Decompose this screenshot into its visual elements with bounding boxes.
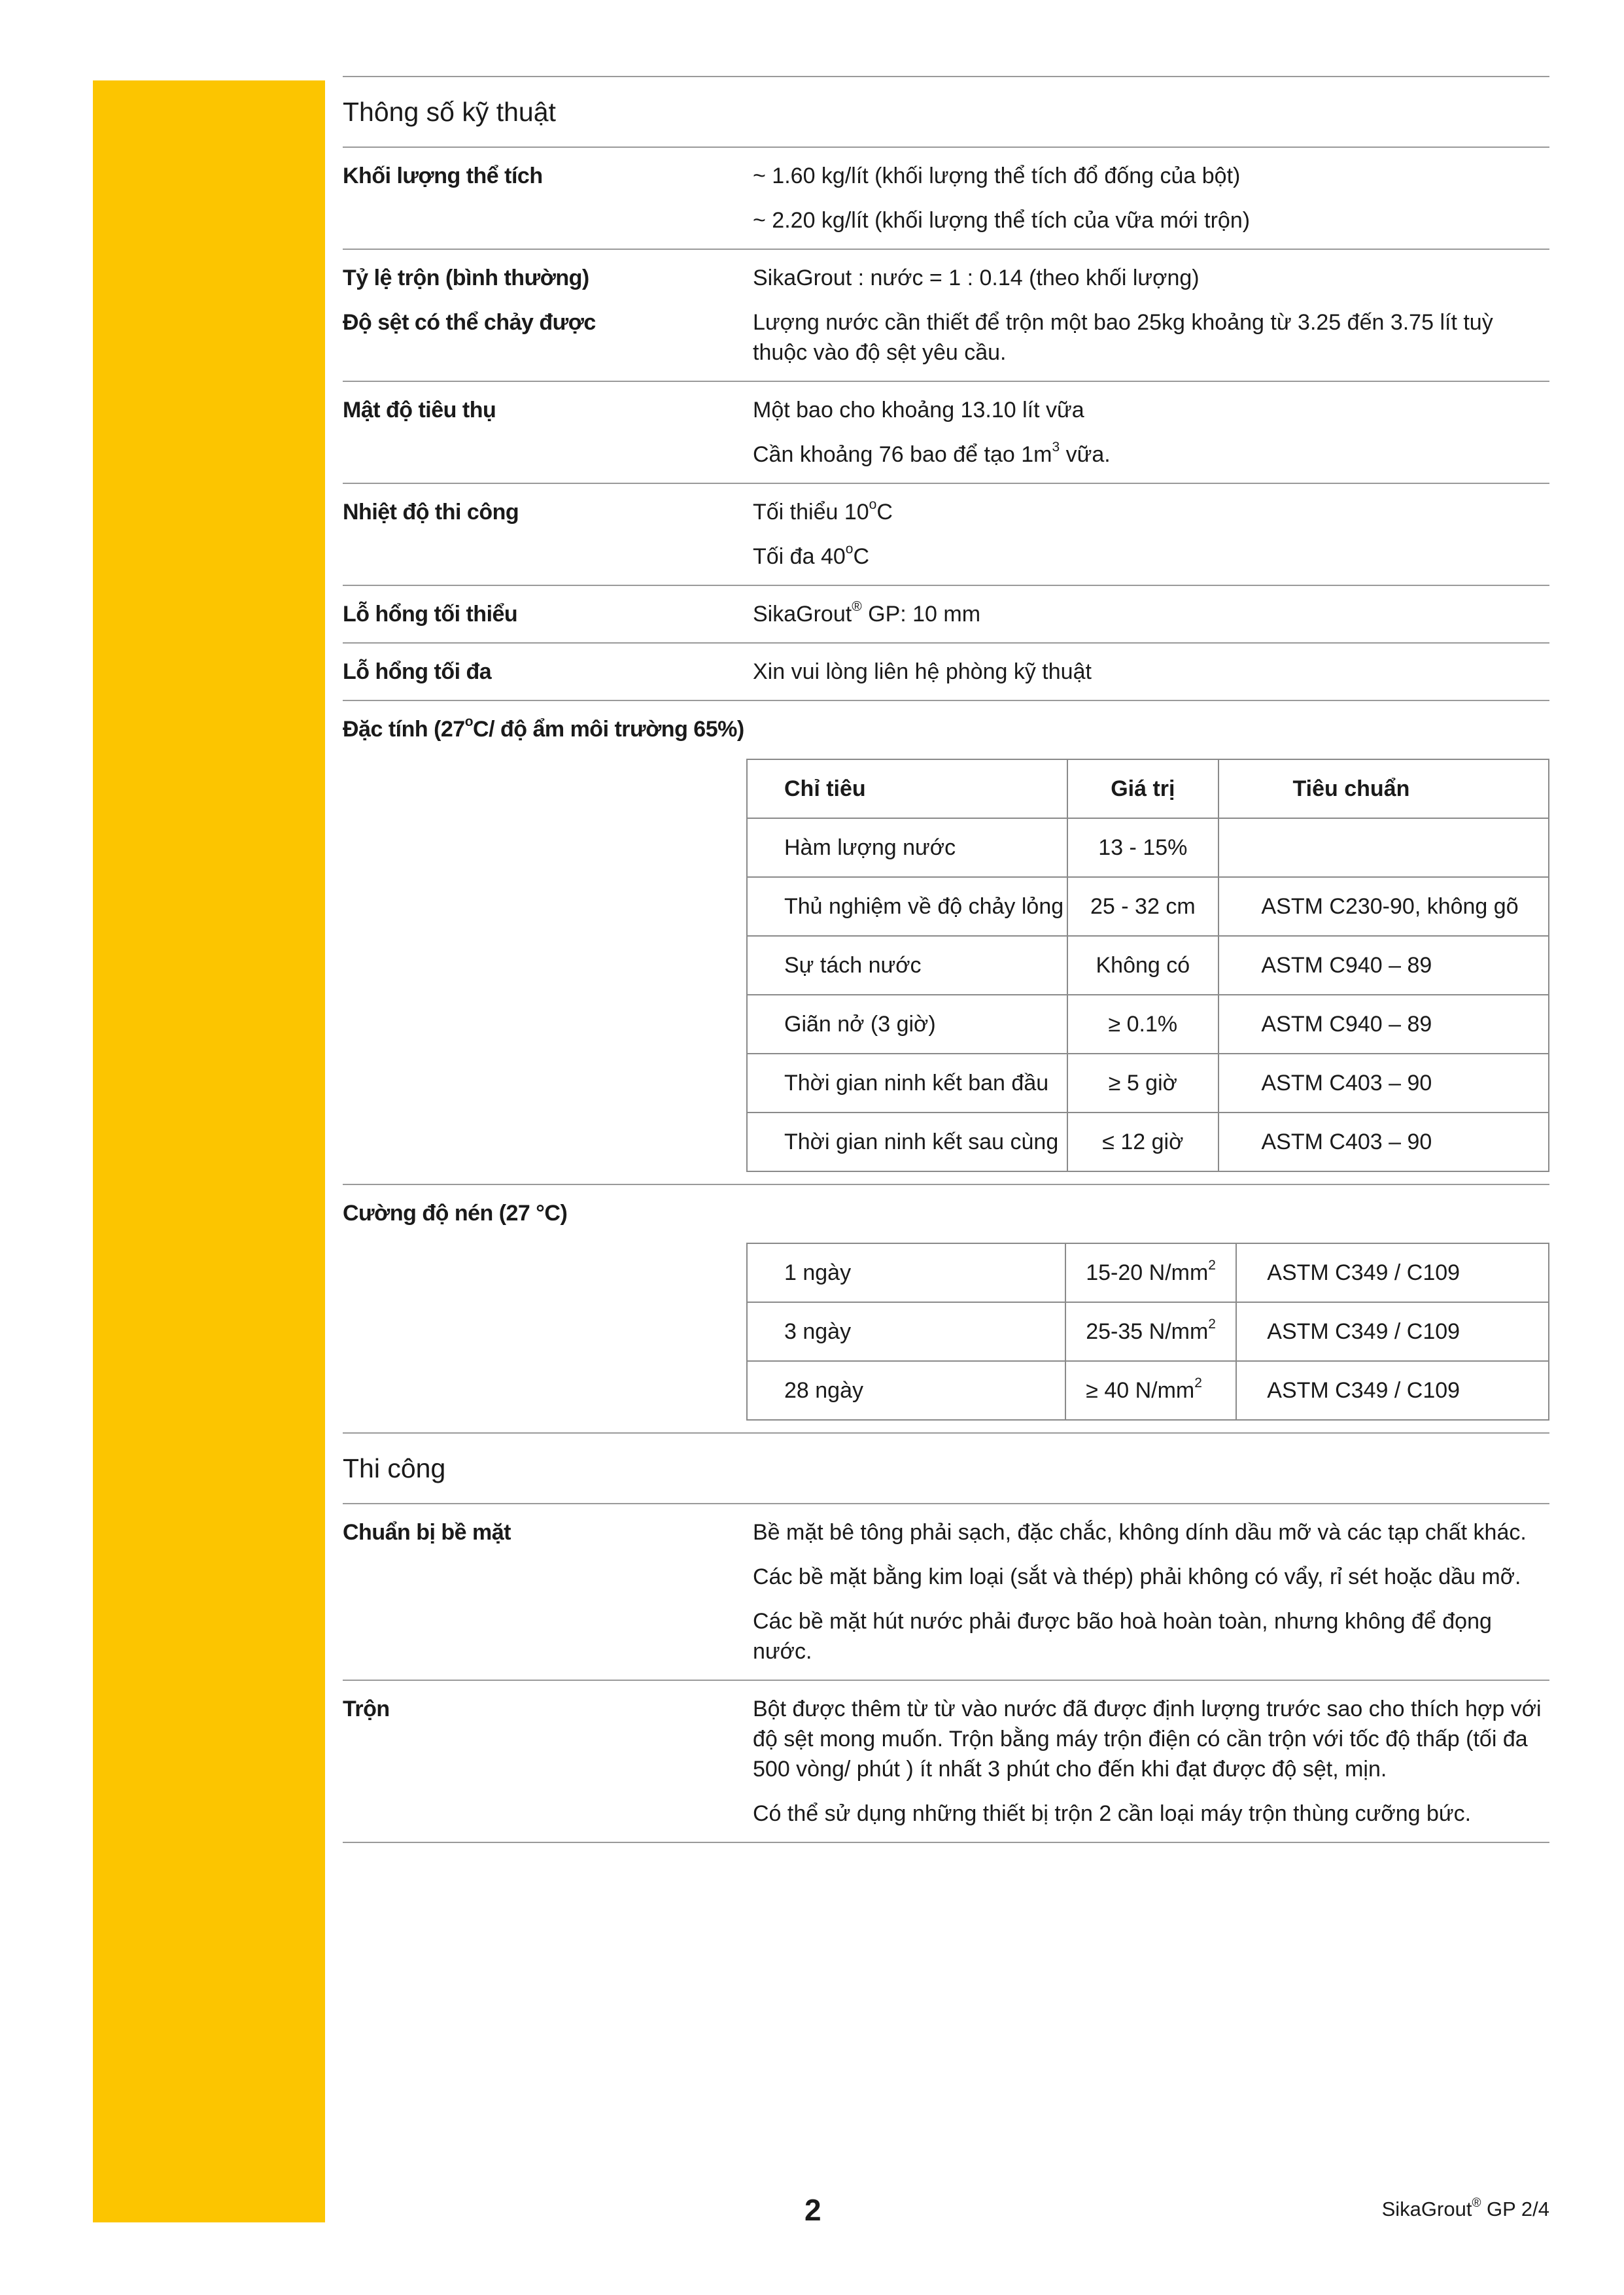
table-cell: ASTM C403 – 90 xyxy=(1218,1113,1549,1171)
table-header-row xyxy=(747,759,1549,818)
table-cell: Thủ nghiệm về độ chảy lỏng xyxy=(747,877,1067,936)
table-row xyxy=(747,1054,1549,1113)
spec-label: Chuẩn bị bề mặt xyxy=(343,1520,511,1545)
table-cell: 1 ngày xyxy=(747,1243,1065,1302)
spec-value-line: Các bề mặt bằng kim loại (sắt và thép) phải không có vẩy, rỉ sét hoặc dầu mỡ. xyxy=(753,1564,1521,1589)
table-cell: ASTM C349 / C109 xyxy=(1236,1302,1549,1361)
table-cell: ASTM C940 – 89 xyxy=(1218,936,1549,995)
table-row xyxy=(747,995,1549,1054)
spec-row-consumption xyxy=(343,381,1549,483)
spec-value-line: Tối đa 40$^o$C xyxy=(753,542,870,569)
properties-table xyxy=(746,759,1549,1172)
table-header-cell: Giá trị xyxy=(1067,759,1218,818)
spec-value-mix-ratio: SikaGrout : nước = 1 : 0.14 (theo khối lượng) xyxy=(753,266,1200,290)
spec-value: Xin vui lòng liên hệ phòng kỹ thuật xyxy=(753,659,1092,684)
spec-label xyxy=(343,263,753,368)
spec-value-line: Có thể sử dụng những thiết bị trộn 2 cần loại máy trộn thùng cưỡng bức. xyxy=(753,1801,1472,1826)
spec-row-density xyxy=(343,147,1549,249)
table-cell: ≤ 12 giờ xyxy=(1067,1113,1218,1171)
spec-value xyxy=(753,161,1549,235)
table-cell: ≥ 5 giờ xyxy=(1067,1054,1218,1113)
spec-value xyxy=(753,497,1549,572)
table-header-cell: Tiêu chuẩn xyxy=(1218,759,1549,818)
table-row xyxy=(747,1302,1549,1361)
spec-label: Khối lượng thể tích xyxy=(343,164,543,188)
table-cell: 25-35 $N/mm^2$ xyxy=(1065,1302,1236,1361)
spec-value xyxy=(753,1517,1549,1666)
spec-label: Nhiệt độ thi công xyxy=(343,500,519,525)
table-row xyxy=(747,877,1549,936)
footer-product-label: SikaGrout® GP 2/4 xyxy=(1381,2196,1549,2220)
table-cell: Thời gian ninh kết sau cùng xyxy=(747,1113,1067,1171)
section-title-specs: Thông số kỹ thuật xyxy=(343,97,556,127)
table-cell: Giãn nở (3 giờ) xyxy=(747,995,1067,1054)
spec-row-surface xyxy=(343,1503,1549,1680)
table-cell: ASTM C940 – 89 xyxy=(1218,995,1549,1054)
table-cell: ASTM C349 / C109 xyxy=(1236,1243,1549,1302)
spec-value xyxy=(753,263,1549,368)
spec-value-line: Một bao cho khoảng 13.10 lít vữa xyxy=(753,398,1084,423)
table-cell: Không có xyxy=(1067,936,1218,995)
spec-value-flow: Lượng nước cần thiết để trộn một bao 25kg khoảng từ 3.25 đến 3.75 lít tuỳ thuộc vào độ sệt yêu cầu. xyxy=(753,310,1493,365)
spec-row-min-gap xyxy=(343,585,1549,642)
accent-sidebar-bar xyxy=(93,80,325,2222)
compressive-table xyxy=(746,1243,1549,1421)
spec-label-mix-ratio: Tỷ lệ trộn (bình thường) xyxy=(343,266,589,290)
table-row xyxy=(747,818,1549,877)
table-row xyxy=(747,936,1549,995)
spec-value xyxy=(753,1694,1549,1829)
spec-value: SikaGrout® GP: 10 mm xyxy=(753,599,981,627)
table-cell: 25 - 32 cm xyxy=(1067,877,1218,936)
table-cell: ≥ 40 $N/mm^2$ xyxy=(1065,1361,1236,1420)
properties-label: Đặc tính (27$^o$C/ độ ẩm môi trường 65%) xyxy=(343,700,1549,744)
spec-label: Lỗ hổng tối thiểu xyxy=(343,602,518,627)
spec-row-mix-flow xyxy=(343,249,1549,381)
table-cell: ASTM C403 – 90 xyxy=(1218,1054,1549,1113)
spec-value-line: Bề mặt bê tông phải sạch, đặc chắc, không dính dầu mỡ và các tạp chất khác. xyxy=(753,1520,1527,1545)
section-title-application: Thi công xyxy=(343,1453,446,1483)
spec-label: Trộn xyxy=(343,1697,390,1721)
table-header-cell: Chỉ tiêu xyxy=(747,759,1067,818)
spec-value-line: Bột được thêm từ từ vào nước đã được định lượng trước sao cho thích hợp với độ sệt mong muốn. Trộn bằng máy trộn điện có cần trộn với tốc độ thấp (tối đa 500 vòng/ phút ) ít nhất 3 phút cho đến khi đạt được độ sệt, mịn. xyxy=(753,1697,1542,1782)
spec-value xyxy=(753,395,1549,470)
table-cell: ≥ 0.1% xyxy=(1067,995,1218,1054)
spec-row-mixing xyxy=(343,1680,1549,1842)
compressive-label: Cường độ nén (27 °C) xyxy=(343,1184,1549,1228)
spec-value-line: Cần khoảng 76 bao để tạo $1m^3$ vữa. xyxy=(753,440,1111,467)
table-cell: 13 - 15% xyxy=(1067,818,1218,877)
table-row xyxy=(747,1361,1549,1420)
table-cell: 15-20 $N/mm^2$ xyxy=(1065,1243,1236,1302)
table-cell: Sự tách nước xyxy=(747,936,1067,995)
spec-value-line: ~ 1.60 kg/lít (khối lượng thể tích đổ đống của bột) xyxy=(753,164,1241,188)
spec-value-line: Các bề mặt hút nước phải được bão hoà hoàn toàn, nhưng không để đọng nước. xyxy=(753,1609,1492,1664)
divider xyxy=(343,1842,1549,1843)
page-number: 2 xyxy=(804,2193,821,2227)
spec-label: Lỗ hổng tối đa xyxy=(343,659,492,684)
spec-label: Mật độ tiêu thụ xyxy=(343,398,496,423)
document-content xyxy=(343,76,1549,1843)
spec-row-max-gap xyxy=(343,642,1549,700)
table-cell: Hàm lượng nước xyxy=(747,818,1067,877)
spec-label-flow: Độ sệt có thể chảy được xyxy=(343,310,596,335)
spec-row-temperature xyxy=(343,483,1549,585)
table-cell: 3 ngày xyxy=(747,1302,1065,1361)
spec-value-line: ~ 2.20 kg/lít (khối lượng thể tích của vữa mới trộn) xyxy=(753,208,1251,233)
table-cell: ASTM C349 / C109 xyxy=(1236,1361,1549,1420)
table-cell xyxy=(1218,818,1549,877)
spec-value-line: Tối thiểu 10$^o$C xyxy=(753,497,893,525)
table-cell: Thời gian ninh kết ban đầu xyxy=(747,1054,1067,1113)
table-cell: 28 ngày xyxy=(747,1361,1065,1420)
table-row xyxy=(747,1243,1549,1302)
table-cell: ASTM C230-90, không gõ xyxy=(1218,877,1549,936)
table-row xyxy=(747,1113,1549,1171)
